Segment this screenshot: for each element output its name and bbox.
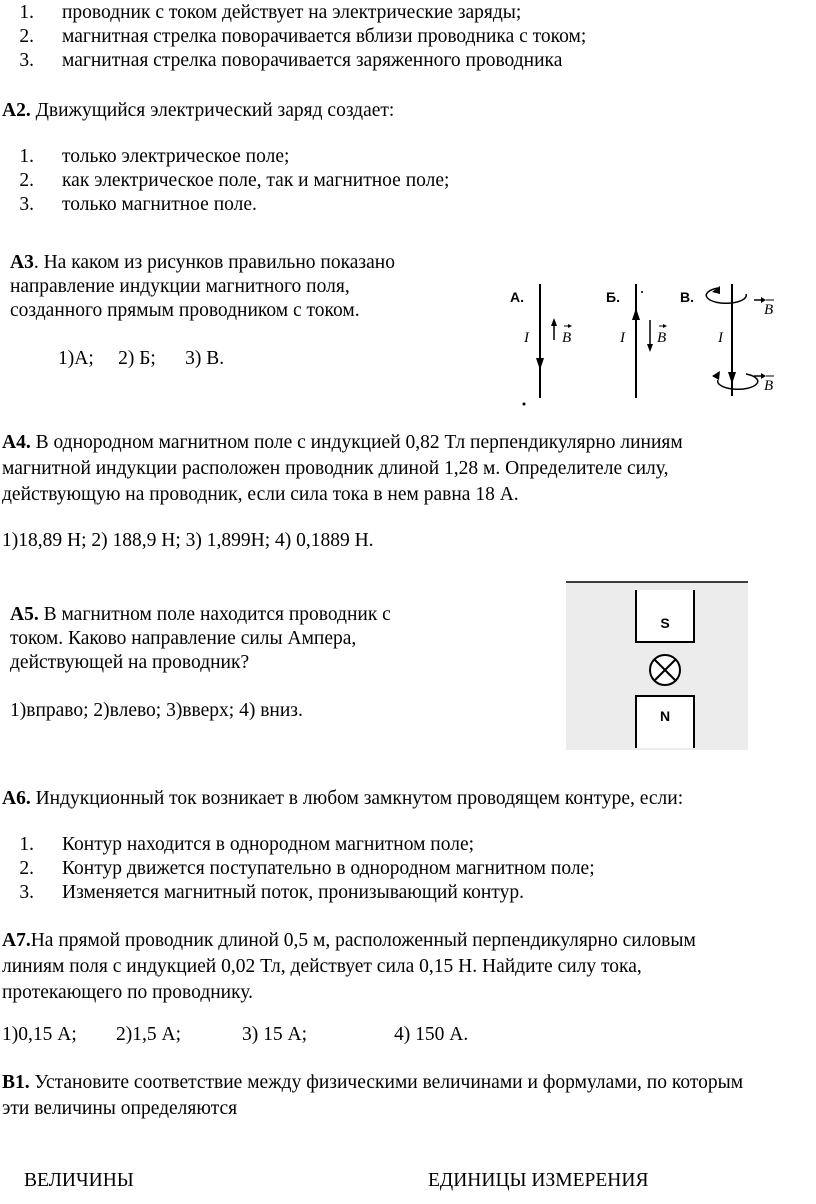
vector-mark-icon	[568, 324, 572, 328]
question-text: линиям поля с индукцией 0,02 Тл, действует сила 0,15 Н. Найдите силу тока,	[2, 956, 642, 977]
answer-options: 1)А; 2) Б; 3) В.	[58, 348, 225, 369]
question-text: протекающего по проводнику.	[2, 982, 253, 1003]
label-a: А.	[510, 289, 524, 305]
current-label: I	[524, 330, 529, 346]
question-a5	[10, 602, 391, 628]
vector-mark-icon	[663, 324, 667, 328]
answer-option-4: 4) 150 А.	[394, 1024, 469, 1045]
current-arrow-icon	[728, 372, 736, 384]
question-text: Установите соответствие между физическими величинами и формулами, по которым	[29, 1072, 744, 1093]
dot	[641, 291, 643, 293]
up-arrow-icon	[551, 318, 557, 326]
question-text: эти величины определяются	[2, 1098, 238, 1119]
current-arrow-icon	[536, 358, 544, 370]
question-text: . На каком из рисунков правильно показано	[33, 252, 395, 273]
figure-a3	[500, 276, 790, 420]
question-a7	[2, 928, 696, 954]
question-label: А4.	[2, 432, 31, 453]
loop-arrow-icon	[712, 371, 720, 380]
option-text: как электрическое поле, так и магнитное поле;	[62, 170, 450, 191]
current-arrow-icon	[632, 308, 640, 320]
question-text: магнитной индукции расположен проводник длиной 1,28 м. Определителе силу,	[2, 458, 669, 479]
answer-option-3: 3) 15 А;	[242, 1024, 307, 1045]
answer-options: 1)вправо; 2)влево; 3)вверх; 4) вниз.	[10, 700, 303, 721]
question-label: А5.	[10, 604, 39, 625]
question-text: действующей на проводник?	[10, 652, 250, 673]
question-a3	[10, 250, 395, 276]
question-text: током. Каково направление силы Ампера,	[10, 628, 357, 649]
option-text: только магнитное поле.	[62, 194, 257, 215]
figure-a5	[566, 580, 748, 750]
question-text: В магнитном поле находится проводник с	[38, 604, 391, 625]
answer-option-1: 1)0,15 А;	[2, 1024, 77, 1045]
current-label: I	[620, 330, 625, 346]
question-text: созданного прямым проводником с током.	[10, 300, 360, 321]
field-label: B	[562, 330, 572, 346]
question-a6	[2, 786, 683, 812]
pole-s-label: S	[660, 615, 670, 631]
current-label: I	[718, 330, 723, 346]
column-header-left: ВЕЛИЧИНЫ	[24, 1170, 134, 1191]
question-text: направление индукции магнитного поля,	[10, 276, 350, 297]
field-label: B	[657, 330, 667, 346]
answer-options: 1)18,89 Н; 2) 188,9 Н; 3) 1,899Н; 4) 0,1889 Н.	[2, 530, 374, 551]
option-text: Контур находится в однородном магнитном поле;	[62, 834, 475, 855]
question-text: действующую на проводник, если сила тока в нем равна 18 А.	[2, 484, 519, 505]
question-text: Индукционный ток возникает в любом замкнутом проводящем контуре, если:	[30, 788, 684, 809]
question-text: Движущийся электрический заряд создает:	[35, 100, 395, 121]
column-header-right: ЕДИНИЦЫ ИЗМЕРЕНИЯ	[428, 1170, 649, 1191]
question-label: А6.	[2, 788, 31, 809]
question-text: На прямой проводник длиной 0,5 м, расположенный перпендикулярно силовым	[30, 930, 696, 951]
field-loop-bottom	[718, 374, 758, 389]
option-text: магнитная стрелка поворачивается вблизи проводника с током;	[62, 26, 587, 47]
field-label: B	[764, 378, 774, 394]
question-label: А7.	[2, 930, 31, 951]
loop-arrow-icon	[712, 286, 720, 294]
question-label: А2.	[2, 100, 31, 121]
question-b1	[2, 1070, 743, 1096]
option-text: проводник с током действует на электрические заряды;	[62, 2, 522, 23]
dot	[523, 403, 526, 406]
question-a4	[2, 430, 683, 456]
field-label: B	[764, 302, 774, 318]
label-b: Б.	[606, 289, 620, 305]
question-label: В1.	[2, 1072, 30, 1093]
answer-option-2: 2)1,5 А;	[116, 1024, 181, 1045]
option-text: Изменяется магнитный поток, пронизывающий контур.	[62, 882, 524, 903]
label-c: В.	[680, 289, 694, 305]
option-text: магнитная стрелка поворачивается заряженного проводника	[62, 50, 563, 71]
field-loop-top	[706, 288, 746, 303]
pole-n-label: N	[659, 708, 671, 724]
question-text: В однородном магнитном поле с индукцией 0,82 Тл перпендикулярно линиям	[30, 432, 683, 453]
option-text: Контур движется поступательно в однородном магнитном поле;	[62, 858, 595, 879]
down-arrow-icon	[647, 344, 653, 352]
question-a2	[2, 98, 394, 124]
question-label: А3	[10, 252, 34, 273]
option-text: только электрическое поле;	[62, 146, 290, 167]
